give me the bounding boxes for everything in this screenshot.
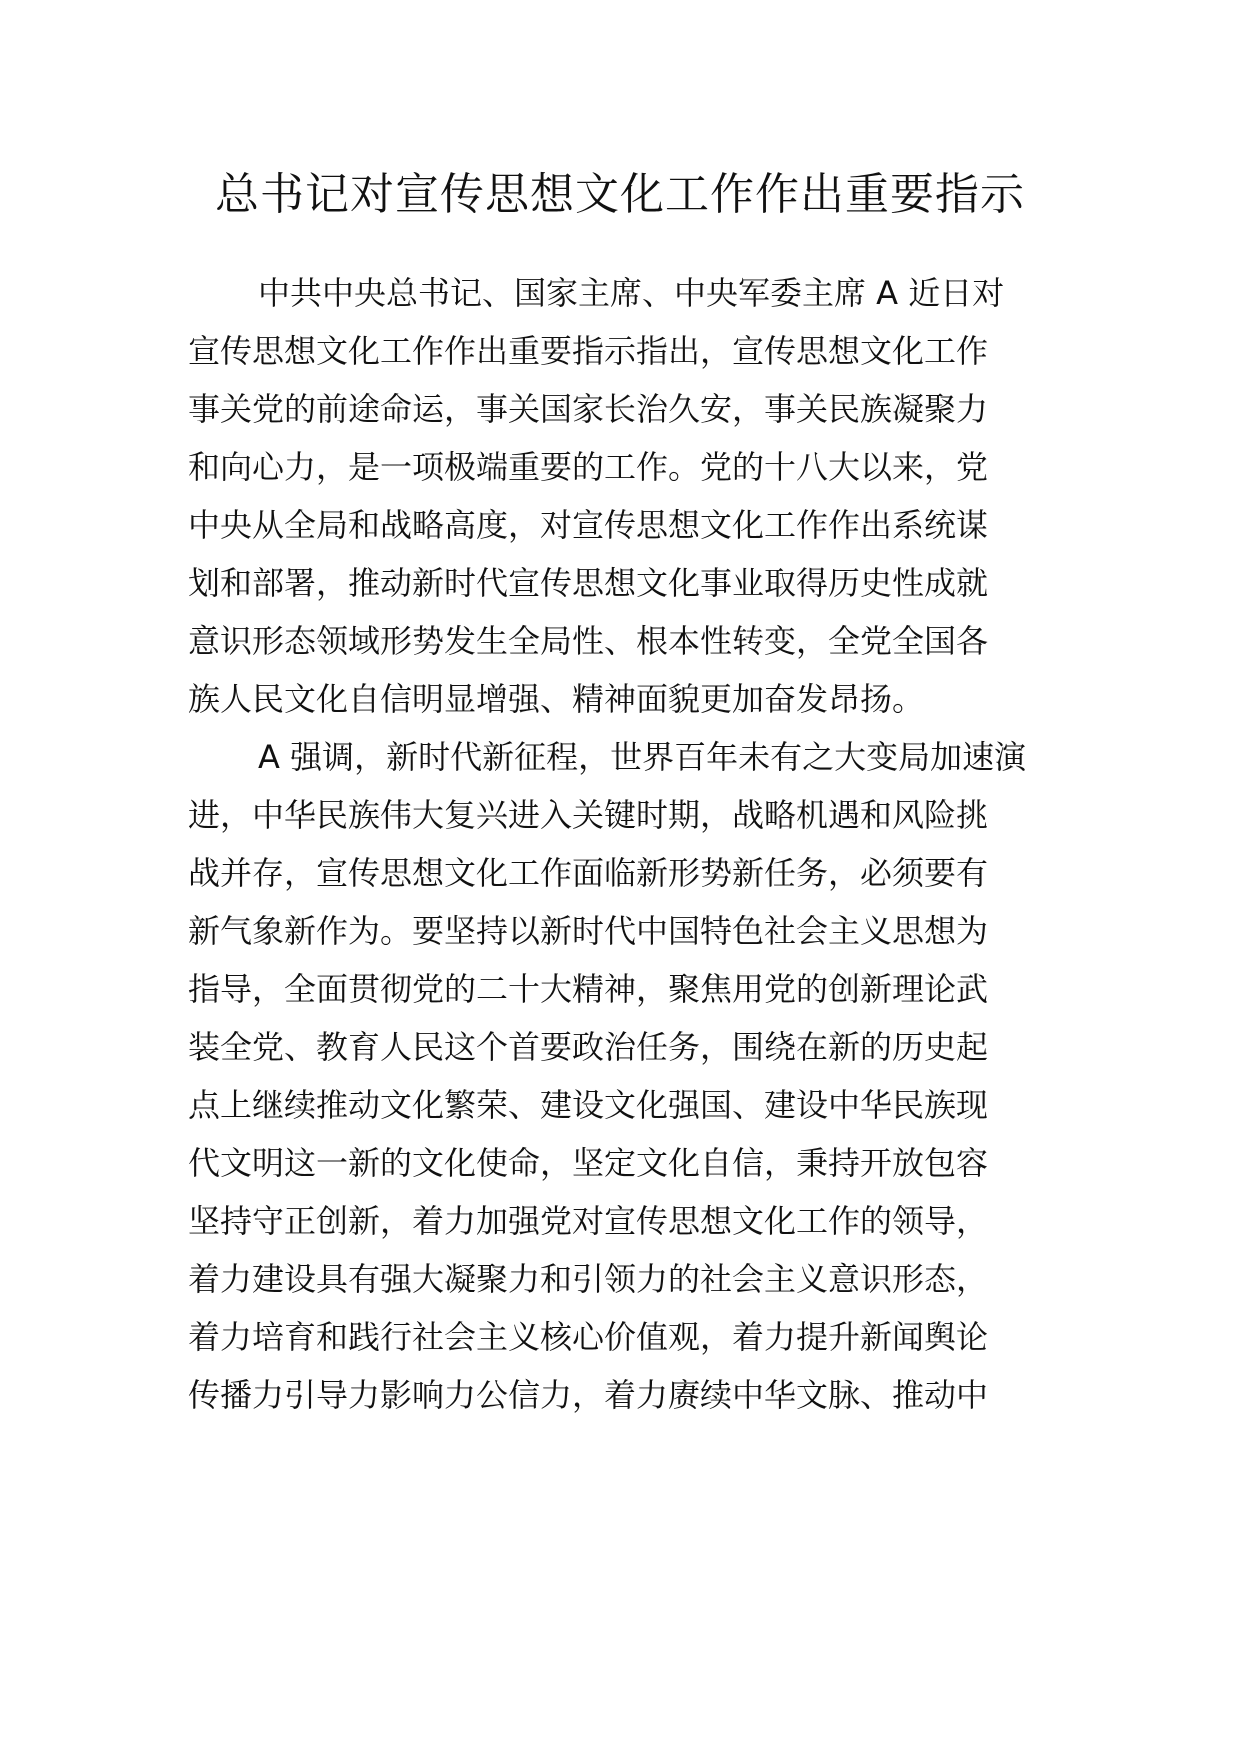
text-line: 意识形态领域形势发生全局性、根本性转变，全党全国各 <box>188 622 989 660</box>
text-line: 指导，全面贯彻党的二十大精神，聚焦用党的创新理论武 <box>188 970 989 1008</box>
text-line: 中央从全局和战略高度，对宣传思想文化工作作出系统谋 <box>188 506 989 544</box>
text-line: 着力培育和践行社会主义核心价值观，着力提升新闻舆论 <box>188 1318 989 1356</box>
text-line: 战并存，宣传思想文化工作面临新形势新任务，必须要有 <box>188 854 989 892</box>
text-line: 点上继续推动文化繁荣、建设文化强国、建设中华民族现 <box>188 1086 989 1124</box>
text-line: 着力建设具有强大凝聚力和引领力的社会主义意识形态， <box>188 1260 989 1298</box>
text-line: 划和部署，推动新时代宣传思想文化事业取得历史性成就 <box>188 564 989 602</box>
text-line: 代文明这一新的文化使命，坚定文化自信，秉持开放包容 <box>188 1144 989 1182</box>
text-line: 坚持守正创新，着力加强党对宣传思想文化工作的领导， <box>188 1202 989 1240</box>
text-line: 新气象新作为。要坚持以新时代中国特色社会主义思想为 <box>188 912 989 950</box>
text-line: 宣传思想文化工作作出重要指示指出，宣传思想文化工作 <box>188 332 989 370</box>
text-line: 装全党、教育人民这个首要政治任务，围绕在新的历史起 <box>188 1028 989 1066</box>
text-line: 和向心力，是一项极端重要的工作。党的十八大以来，党 <box>188 448 989 486</box>
text-line: 中共中央总书记、国家主席、中央军委主席 A 近日对 <box>258 274 1005 312</box>
text-line: 族人民文化自信明显增强、精神面貌更加奋发昂扬。 <box>188 680 925 718</box>
text-line: 传播力引导力影响力公信力，着力赓续中华文脉、推动中 <box>188 1376 989 1414</box>
document-title: 总书记对宣传思想文化工作作出重要指示 <box>215 169 1025 220</box>
text-line: 事关党的前途命运，事关国家长治久安，事关民族凝聚力 <box>188 390 989 428</box>
text-line: A 强调，新时代新征程，世界百年未有之大变局加速演 <box>258 738 1027 776</box>
text-line: 进，中华民族伟大复兴进入关键时期，战略机遇和风险挑 <box>188 796 989 834</box>
